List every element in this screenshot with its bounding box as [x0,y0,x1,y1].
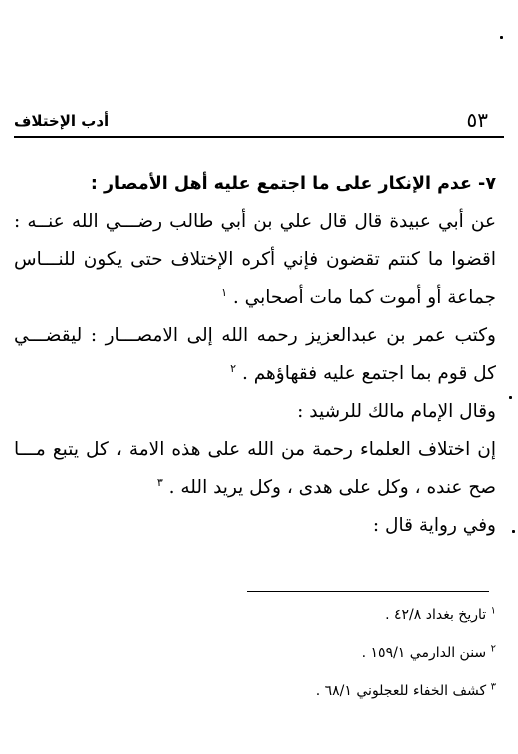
footnote-text: كشف الخفاء للعجلوني ٦٨/١ . [315,683,487,699]
scan-mark-top [500,36,503,39]
running-title: أدب الإختلاف [14,112,110,130]
page-number: ٥٣ [466,108,488,132]
text-line-content: صح عنده ، وكل على هدى ، وكل يريد الله . [168,477,496,498]
footnote-ref: ١ [221,285,228,299]
text-line-content: كل قوم بما اجتمع عليه فقهاؤهم . [241,363,496,384]
footnote-number: ٣ [490,681,496,693]
text-line: وقال الإمام مالك للرشيد : [297,401,496,422]
text-line: عن أبي عبيدة قال قال علي بن أبي طالب رضـــي الله عنــه : [14,211,496,232]
footnote [14,596,496,634]
body-text [14,165,496,545]
text-line [14,469,496,507]
scan-mark-right [512,530,515,533]
text-line [14,355,496,393]
footnote-ref: ٣ [156,475,163,489]
text-line: وكتب عمر بن عبدالعزيز رحمه الله إلى الامصـــار : ليقضـــي [14,325,496,346]
section-heading: ٧- عدم الإنكار على ما اجتمع عليه أهل الأمصار : [90,174,496,194]
footnote-number: ٢ [490,643,496,655]
footnote [14,634,496,672]
scan-mark-mid [509,396,512,399]
footnotes [14,596,496,710]
footnote-number: ١ [490,605,496,617]
text-line: وفي رواية قال : [372,515,496,536]
page-header [14,108,504,138]
text-line [14,279,496,317]
footnote-ref: ٢ [230,361,237,375]
text-line: إن اختلاف العلماء رحمة من الله على هذه الامة ، كل يتبع مـــا [14,439,496,460]
header-rule [14,136,504,138]
text-line: اقضوا ما كنتم تقضون فإني أكره الإختلاف حتى يكون للنـــاس [14,249,496,270]
footnote-text: سنن الدارمي ١٥٩/١ . [361,645,487,661]
footnote-separator [247,591,489,592]
footnote [14,672,496,710]
footnote-text: تاريخ بغداد ٤٢/٨ . [385,607,487,623]
text-line-content: جماعة أو أموت كما مات أصحابي . [232,287,496,308]
